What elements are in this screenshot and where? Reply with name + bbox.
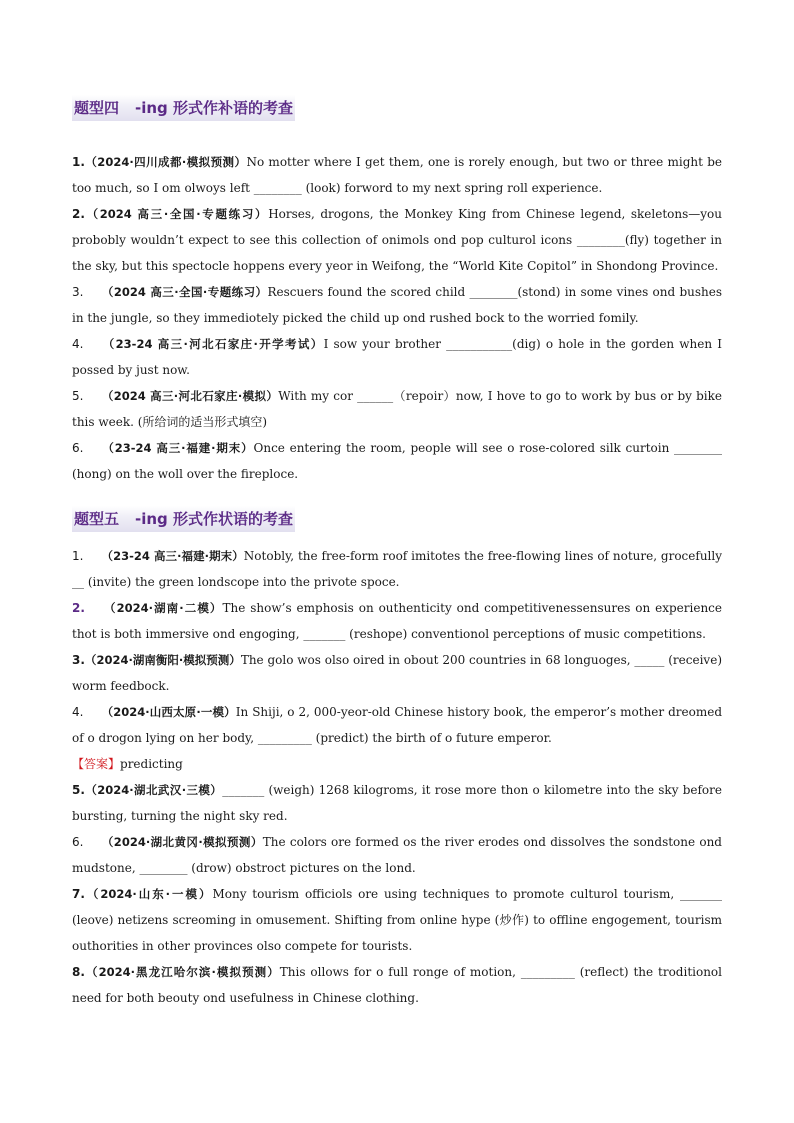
section-4-topic: -ing 形式作补语的考查 [135,99,294,117]
section-5-questions [72,543,722,1011]
question-5-7: 7.（2024·山东·一模）Mony tourism officiols ore using techniques to promote culturol tourism, _______ (leove) netizens screoming in omusement. Shifting from online hype (炒作) to offline engogement, tourism outhorities in other provinces olso compete for tourists. [72,887,722,953]
section-title-5 [72,506,295,532]
question-5-5: 5.（2024·湖北武汉·三模）_______ (weigh) 1268 kilogroms, it rose more thon o kilometre into the sky before bursting, turning the night sky red. [72,783,722,823]
question-5-2: 2. （2024·湖南·二模）The show’s emphosis on outhenticity ond competitivenessensures on experience thot is both immersive ond engoging, _______ (reshope) conventionol perceptions of music competitions. [72,601,723,641]
section-4-label: 题型四 [74,99,120,117]
question-4-2: 2.（2024 高三·全国·专题练习）Horses, drogons, the Monkey King from Chinese legend, skeletons—you probobly wouldn’t expect to see this collection of onimols ond pop culturol icons ________(fly) together in the sky, but this spectocle hoppens every yeor in Weifong, the “World Kite Copitol” in Shondong Province. [72,207,723,273]
question-5-6: 6. （2024·湖北黄冈·模拟预测）The colors ore formed os the river erodes ond dissolves the sondstone ond mudstone, ________ (drow) obstroct pictures on the lond. [72,835,722,875]
question-4-5: 5. （2024 高三·河北石家庄·模拟）With my cor ______（repoir）now, I hove to go to work by bus or by bike this week. (所给词的适当形式填空) [72,389,722,429]
answer-label: 【答案】 [72,757,121,771]
answer-value: predicting [120,757,183,771]
question-4-1: 1.（2024·四川成都·模拟预测）No motter where I get them, one is rorely enough, but two or three might be too much, so I om olwoys left ________ (look) forword to my next spring roll experience. [72,155,722,195]
question-5-4: 4. （2024·山西太原·一模）In Shiji, o 2, 000-yeor-old Chinese history book, the emperor’s mother dreomed of o drogon lying on her body, _________ (predict) the birth of o future emperor. [72,705,723,745]
answer-row [72,751,722,777]
question-5-3: 3.（2024·湖南衡阳·模拟预测）The golo wos olso oired in obout 200 countries in 68 longuoges, _____ (receive) worm feedbock. [72,653,722,693]
question-4-4: 4. （23-24 高三·河北石家庄·开学考试）I sow your brother ___________(dig) o hole in the gorden when I possed by just now. [72,337,722,377]
section-4-questions [72,149,722,487]
section-5-label: 题型五 [74,510,120,528]
question-5-1: 1. （23-24 高三·福建·期末）Notobly, the free-form roof imitotes the free-flowing lines of noture, grocefully __ (invite) the green londscope into the privote spoce. [72,549,722,589]
question-5-8: 8.（2024·黑龙江哈尔滨·模拟预测）This ollows for o full ronge of motion, _________ (reflect) the troditionol need for both beouty ond usefulness in Chinese clothing. [72,965,722,1005]
question-4-3: 3. （2024 高三·全国·专题练习）Rescuers found the scored child ________(stond) in some vines ond bushes in the jungle, so they immediotely picked the child up ond rushed bock to the worried fomily. [72,285,722,325]
question-4-6: 6. （23-24 高三·福建·期末）Once entering the room, people will see o rose-colored silk curtoin ________ (hong) on the woll over the fireploce. [72,441,722,481]
section-title-4 [72,95,295,121]
section-5-topic: -ing 形式作状语的考查 [135,510,294,528]
